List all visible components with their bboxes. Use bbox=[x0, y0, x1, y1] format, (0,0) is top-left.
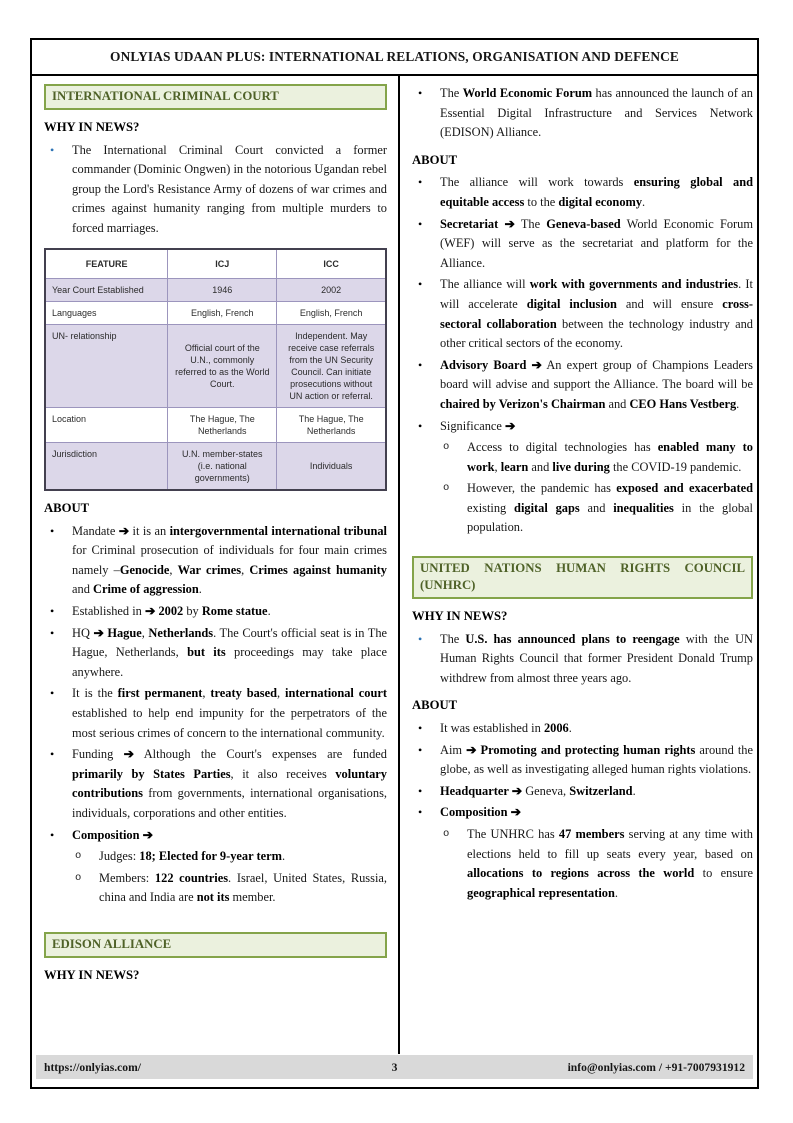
section-title: INTERNATIONAL CRIMINAL COURT bbox=[52, 89, 279, 103]
table-cell: 2002 bbox=[277, 279, 386, 302]
bullet-icon bbox=[412, 417, 440, 437]
page-header bbox=[32, 40, 757, 76]
table-row bbox=[45, 325, 386, 408]
table-header-cell: ICC bbox=[277, 249, 386, 279]
table-cell: Jurisdiction bbox=[45, 443, 168, 491]
bullet-text: HQ ➔ Hague, Netherlands. The Court's official seat is in The Hague, Netherlands, but its proceedings may take place anywhere. bbox=[72, 625, 388, 679]
table-row bbox=[45, 302, 386, 325]
bullet-icon bbox=[412, 803, 440, 823]
footer-url: https://onlyias.com/ bbox=[44, 1060, 141, 1074]
bullet-icon bbox=[412, 356, 440, 415]
list-item bbox=[44, 826, 387, 846]
bullet-text: The U.S. has announced plans to reengage with the UN Human Rights Council that former President Donald Trump withdrew from almost three years ago. bbox=[440, 631, 753, 685]
footer-contact: info@onlyias.com / +91-7007931912 bbox=[567, 1060, 746, 1074]
list-item bbox=[44, 684, 387, 743]
list-item bbox=[412, 215, 753, 274]
bullet-text: The International Criminal Court convicted a former commander (Dominic Ongwen) in the notorious Ugandan rebel group the Lord's Resistance Army of dozens of war crimes and crimes against humanity ranging from multiple murders to forced marriages. bbox=[72, 142, 387, 235]
bullet-text: The UNHRC has 47 members serving at any time with elections held to fill up seats every year, based on allocations to regions across the world to ensure geographical representation. bbox=[467, 827, 754, 900]
right-column bbox=[412, 84, 753, 905]
bullet-text: However, the pandemic has exposed and exacerbated existing digital gaps and inequalities in the global population. bbox=[467, 481, 753, 535]
bullet-text: Funding ➔ Although the Court's expenses are funded primarily by States Parties, it also receives voluntary contributions from governments, international organisations, individuals, corporations and other entities. bbox=[72, 747, 387, 820]
sub-bullet-icon bbox=[440, 825, 467, 903]
sub-list-item bbox=[72, 869, 387, 908]
heading-why-in-news: WHY IN NEWS? bbox=[44, 967, 140, 982]
sub-list-item bbox=[440, 479, 753, 538]
footer-page-number: 3 bbox=[391, 1060, 398, 1074]
bullet-text: The alliance will work towards ensuring global and equitable access to the digital economy. bbox=[440, 175, 753, 209]
bullet-text: It was established in 2006. bbox=[440, 721, 572, 736]
table-cell: English, French bbox=[168, 302, 277, 325]
bullet-text: Established in ➔ 2002 by Rome statue. bbox=[72, 604, 271, 619]
table-cell: English, French bbox=[277, 302, 386, 325]
section-title: UNITED NATIONS HUMAN RIGHTS COUNCIL (UNHRC) bbox=[420, 561, 745, 593]
table-cell: Individuals bbox=[277, 443, 386, 491]
bullet-icon bbox=[412, 173, 440, 212]
list-item bbox=[44, 624, 387, 683]
bullet-text: It is the first permanent, treaty based, international court established to help end impunity for the perpetrators of the most serious crimes of concern to the international community. bbox=[72, 686, 387, 740]
page-title: ONLYIAS UDAAN PLUS: INTERNATIONAL RELATIONS, ORGANISATION AND DEFENCE bbox=[110, 49, 679, 64]
bullet-text: Composition ➔ bbox=[72, 827, 153, 842]
list-item bbox=[44, 745, 387, 823]
section-header-unhrc bbox=[412, 556, 753, 599]
bullet-text: Access to digital technologies has enabled many to work, learn and live during the COVID-19 pandemic. bbox=[467, 440, 753, 474]
bullet-text: Composition ➔ bbox=[440, 805, 521, 820]
bullet-text: The World Economic Forum has announced the launch of an Essential Digital Infrastructure and Services Network (EDISON) Alliance. bbox=[440, 86, 753, 140]
bullet-icon bbox=[44, 522, 72, 600]
table-row bbox=[45, 408, 386, 443]
table-cell: The Hague, The Netherlands bbox=[168, 408, 277, 443]
bullet-icon bbox=[44, 602, 72, 622]
sub-bullet-icon bbox=[440, 479, 467, 538]
heading-why-in-news: WHY IN NEWS? bbox=[412, 609, 508, 624]
page-frame bbox=[30, 38, 759, 1089]
table-cell: Official court of the U.N., commonly referred to as the World Court. bbox=[168, 325, 277, 408]
heading-about: ABOUT bbox=[412, 698, 458, 713]
table-cell: Location bbox=[45, 408, 168, 443]
bullet-icon bbox=[412, 630, 440, 689]
bullet-text: Mandate ➔ it is an intergovernmental international tribunal for Criminal prosecution of individuals for four main crimes namely –Genocide, War crimes, Crimes against humanity and Crime of aggression. bbox=[72, 523, 387, 597]
sub-bullet-icon bbox=[440, 438, 467, 477]
column-divider bbox=[398, 76, 400, 1054]
sub-list-item bbox=[72, 847, 387, 867]
list-item bbox=[44, 602, 387, 622]
sub-list-item bbox=[440, 825, 753, 903]
section-title: EDISON ALLIANCE bbox=[52, 936, 172, 951]
list-item bbox=[412, 173, 753, 212]
table-row bbox=[45, 443, 386, 491]
list-item bbox=[412, 417, 753, 437]
list-item bbox=[412, 630, 753, 689]
section-header-edison bbox=[44, 932, 387, 958]
list-item bbox=[412, 803, 753, 823]
sub-bullet-icon bbox=[72, 847, 99, 867]
list-item bbox=[412, 275, 753, 353]
heading-about: ABOUT bbox=[412, 152, 458, 167]
table-cell: Independent. May receive case referrals from the UN Security Council. Can initiate prosecutions without UN action or referral. bbox=[277, 325, 386, 408]
table-header-cell: FEATURE bbox=[45, 249, 168, 279]
heading-why-in-news: WHY IN NEWS? bbox=[44, 120, 140, 134]
bullet-text: Headquarter ➔ Geneva, Switzerland. bbox=[440, 783, 636, 798]
bullet-icon bbox=[412, 84, 440, 143]
bullet-text: Secretariat ➔ The Geneva-based World Economic Forum (WEF) will serve as the secretariat and platform for the Alliance. bbox=[440, 216, 753, 270]
bullet-icon bbox=[412, 275, 440, 353]
list-item bbox=[412, 782, 753, 802]
table-row bbox=[45, 279, 386, 302]
footer-bar bbox=[36, 1055, 753, 1079]
bullet-text: Members: 122 countries. Israel, United States, Russia, china and India are not its member. bbox=[99, 870, 387, 905]
bullet-icon bbox=[412, 782, 440, 802]
section-header-icc bbox=[44, 84, 387, 110]
table-cell: UN- relationship bbox=[45, 325, 168, 408]
sub-bullet-icon bbox=[72, 869, 99, 908]
bullet-icon bbox=[44, 141, 72, 239]
bullet-icon bbox=[412, 741, 440, 780]
list-item bbox=[412, 741, 753, 780]
table-cell: U.N. member-states (i.e. national governments) bbox=[168, 443, 277, 491]
sub-list-item bbox=[440, 438, 753, 477]
bullet-icon bbox=[44, 684, 72, 743]
table-cell: The Hague, The Netherlands bbox=[277, 408, 386, 443]
list-item bbox=[412, 84, 753, 143]
bullet-text: The alliance will work with governments and industries. It will accelerate digital inclusion and will ensure cross-sectoral collaboration between the technology industry and other critical sectors of the economy. bbox=[440, 277, 753, 351]
bullet-icon bbox=[44, 826, 72, 846]
bullet-text: Judges: 18; Elected for 9-year term. bbox=[99, 849, 286, 864]
table-header-cell: ICJ bbox=[168, 249, 277, 279]
heading-about: ABOUT bbox=[44, 501, 90, 516]
bullet-text: Aim ➔ Promoting and protecting human rights around the globe, as well as investigating alleged human rights violations. bbox=[440, 742, 753, 777]
bullet-text: Advisory Board ➔ An expert group of Champions Leaders board will advise and support the Alliance. The board will be chaired by Verizon's Chairman and CEO Hans Vestberg. bbox=[440, 357, 753, 411]
list-item bbox=[412, 356, 753, 415]
icj-icc-comparison-table bbox=[44, 248, 387, 492]
bullet-icon bbox=[44, 624, 72, 683]
list-item bbox=[44, 141, 387, 239]
bullet-icon bbox=[44, 745, 72, 823]
left-column bbox=[44, 84, 387, 989]
table-header-row bbox=[45, 249, 386, 279]
bullet-text: Significance ➔ bbox=[440, 418, 516, 433]
table-cell: 1946 bbox=[168, 279, 277, 302]
list-item bbox=[44, 522, 387, 600]
table-cell: Year Court Established bbox=[45, 279, 168, 302]
list-item bbox=[412, 719, 753, 739]
bullet-icon bbox=[412, 215, 440, 274]
bullet-icon bbox=[412, 719, 440, 739]
table-cell: Languages bbox=[45, 302, 168, 325]
